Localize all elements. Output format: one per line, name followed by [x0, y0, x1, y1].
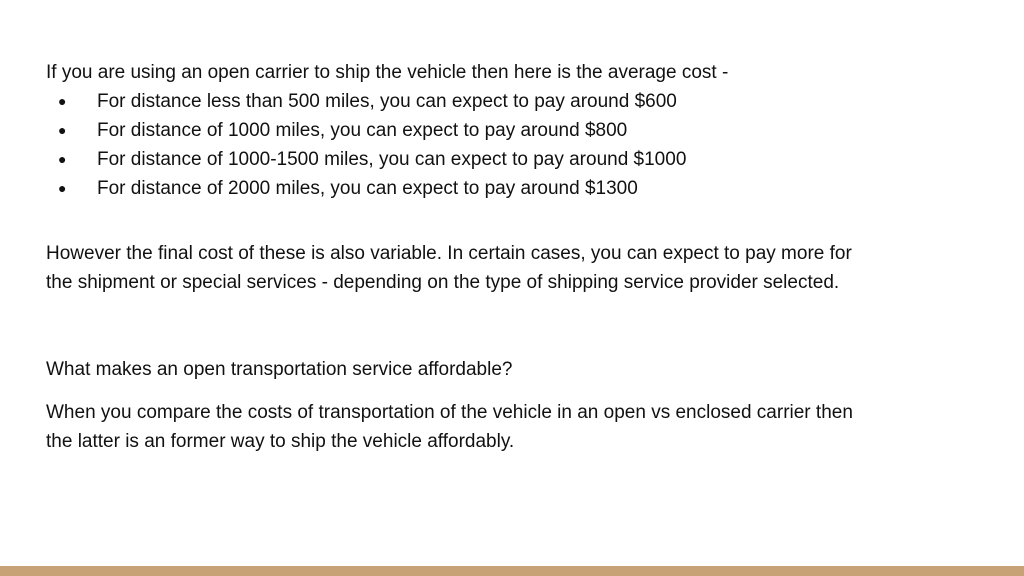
list-item: [46, 145, 976, 174]
spacer: [46, 297, 976, 355]
list-item-text: For distance less than 500 miles, you can expect to pay around $600: [97, 91, 677, 112]
spacer: [46, 384, 976, 398]
answer-line-2: the latter is an former way to ship the vehicle affordably.: [46, 431, 515, 452]
list-item-text: For distance of 1000 miles, you can expect to pay around $800: [97, 120, 628, 141]
cost-bullet-list: [46, 87, 976, 203]
bullet-icon: ●: [58, 93, 67, 109]
bullet-icon: ●: [58, 151, 67, 167]
list-item: [46, 116, 976, 145]
bullet-icon: ●: [58, 180, 67, 196]
list-item: [46, 87, 976, 116]
list-item-text: For distance of 1000-1500 miles, you can expect to pay around $1000: [97, 149, 687, 170]
spacer: [46, 203, 976, 239]
variable-cost-line-1: However the final cost of these is also variable. In certain cases, you can expect to pay more for: [46, 243, 852, 264]
bottom-accent-bar: [0, 566, 1024, 576]
answer-line-1: When you compare the costs of transportation of the vehicle in an open vs enclosed carrier then: [46, 402, 853, 423]
intro-text: If you are using an open carrier to ship the vehicle then here is the average cost -: [46, 62, 729, 83]
slide-content: [46, 58, 976, 456]
bullet-icon: ●: [58, 122, 67, 138]
list-item-text: For distance of 2000 miles, you can expect to pay around $1300: [97, 178, 638, 199]
list-item: [46, 174, 976, 203]
variable-cost-line-2: the shipment or special services - depending on the type of shipping service provider selected.: [46, 272, 840, 293]
question-heading: What makes an open transportation service affordable?: [46, 359, 513, 380]
